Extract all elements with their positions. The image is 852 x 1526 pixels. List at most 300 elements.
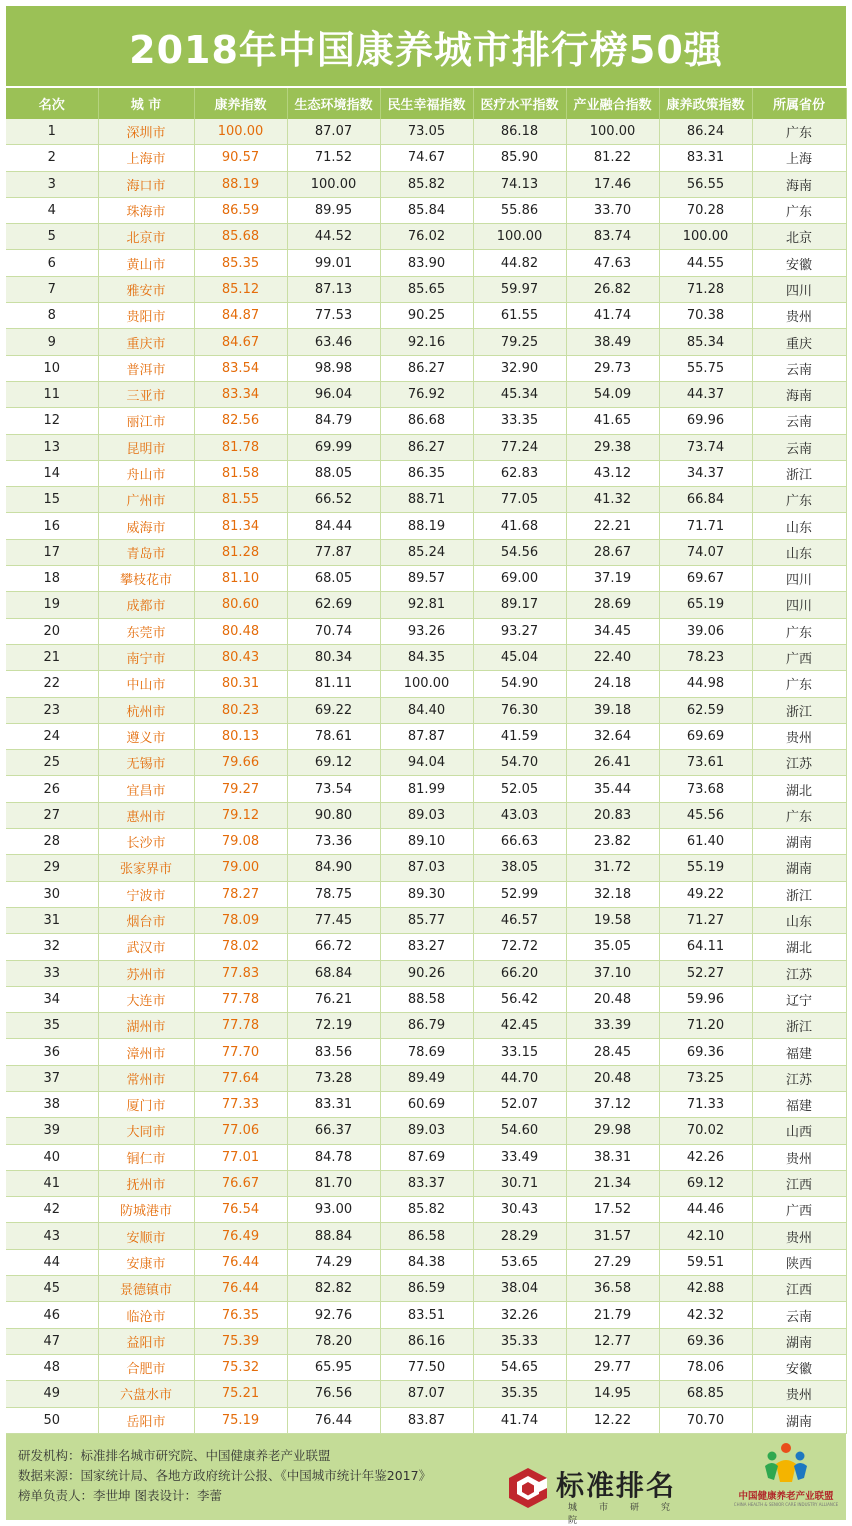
industry-index-cell: 83.74 xyxy=(566,224,659,250)
kangyang-index-cell: 77.06 xyxy=(194,1118,287,1144)
ecology-index-cell: 77.53 xyxy=(287,303,380,329)
kangyang-index-cell: 80.23 xyxy=(194,697,287,723)
table-row xyxy=(6,197,846,223)
policy-index-cell: 100.00 xyxy=(659,224,752,250)
kangyang-index-cell: 81.28 xyxy=(194,539,287,565)
ecology-index-cell: 76.21 xyxy=(287,986,380,1012)
medical-index-cell: 52.05 xyxy=(473,776,566,802)
table-row xyxy=(6,723,846,749)
kangyang-index-cell: 77.70 xyxy=(194,1039,287,1065)
industry-index-cell: 12.22 xyxy=(566,1407,659,1433)
kangyang-index-cell: 88.19 xyxy=(194,171,287,197)
livelihood-index-cell: 89.57 xyxy=(380,566,473,592)
province-cell: 海南 xyxy=(752,171,846,197)
industry-index-cell: 12.77 xyxy=(566,1328,659,1354)
table-row xyxy=(6,513,846,539)
ecology-index-cell: 82.82 xyxy=(287,1276,380,1302)
medical-index-cell: 72.72 xyxy=(473,934,566,960)
rank-cell: 26 xyxy=(6,776,98,802)
policy-index-cell: 68.85 xyxy=(659,1381,752,1407)
kangyang-index-cell: 78.27 xyxy=(194,881,287,907)
medical-index-cell: 35.33 xyxy=(473,1328,566,1354)
kangyang-index-cell: 81.58 xyxy=(194,460,287,486)
ecology-index-cell: 77.87 xyxy=(287,539,380,565)
ecology-index-cell: 98.98 xyxy=(287,355,380,381)
province-cell: 江西 xyxy=(752,1170,846,1196)
rank-cell: 15 xyxy=(6,487,98,513)
table-row xyxy=(6,1407,846,1433)
kangyang-index-cell: 86.59 xyxy=(194,197,287,223)
kangyang-index-cell: 77.78 xyxy=(194,986,287,1012)
industry-index-cell: 35.05 xyxy=(566,934,659,960)
kangyang-index-cell: 79.08 xyxy=(194,829,287,855)
policy-index-cell: 85.34 xyxy=(659,329,752,355)
province-cell: 安徽 xyxy=(752,250,846,276)
medical-index-cell: 54.60 xyxy=(473,1118,566,1144)
province-cell: 山西 xyxy=(752,1118,846,1144)
policy-index-cell: 71.27 xyxy=(659,907,752,933)
kangyang-index-cell: 76.49 xyxy=(194,1223,287,1249)
policy-index-cell: 69.36 xyxy=(659,1328,752,1354)
policy-index-cell: 44.37 xyxy=(659,381,752,407)
livelihood-index-cell: 86.59 xyxy=(380,1276,473,1302)
industry-index-cell: 26.41 xyxy=(566,750,659,776)
province-cell: 福建 xyxy=(752,1039,846,1065)
policy-index-cell: 44.46 xyxy=(659,1197,752,1223)
industry-index-cell: 31.72 xyxy=(566,855,659,881)
policy-index-cell: 55.75 xyxy=(659,355,752,381)
table-row xyxy=(6,1144,846,1170)
medical-index-cell: 33.15 xyxy=(473,1039,566,1065)
medical-index-cell: 35.35 xyxy=(473,1381,566,1407)
kangyang-index-cell: 76.35 xyxy=(194,1302,287,1328)
ecology-index-cell: 74.29 xyxy=(287,1249,380,1275)
ecology-index-cell: 66.52 xyxy=(287,487,380,513)
table-row xyxy=(6,381,846,407)
province-cell: 山东 xyxy=(752,539,846,565)
table-row xyxy=(6,618,846,644)
livelihood-index-cell: 83.37 xyxy=(380,1170,473,1196)
ecology-index-cell: 88.84 xyxy=(287,1223,380,1249)
province-cell: 广东 xyxy=(752,618,846,644)
ecology-index-cell: 83.56 xyxy=(287,1039,380,1065)
city-cell: 遵义市 xyxy=(98,723,194,749)
table-row xyxy=(6,145,846,171)
city-cell: 武汉市 xyxy=(98,934,194,960)
table-row xyxy=(6,434,846,460)
ecology-index-cell: 65.95 xyxy=(287,1354,380,1380)
policy-index-cell: 42.88 xyxy=(659,1276,752,1302)
livelihood-index-cell: 92.16 xyxy=(380,329,473,355)
ecology-index-cell: 83.31 xyxy=(287,1091,380,1117)
rank-cell: 28 xyxy=(6,829,98,855)
industry-index-cell: 33.70 xyxy=(566,197,659,223)
province-cell: 湖南 xyxy=(752,1407,846,1433)
policy-index-cell: 66.84 xyxy=(659,487,752,513)
province-cell: 广西 xyxy=(752,1197,846,1223)
rank-cell: 7 xyxy=(6,276,98,302)
city-cell: 雅安市 xyxy=(98,276,194,302)
kangyang-index-cell: 77.33 xyxy=(194,1091,287,1117)
rank-cell: 16 xyxy=(6,513,98,539)
rank-cell: 34 xyxy=(6,986,98,1012)
province-cell: 云南 xyxy=(752,434,846,460)
medical-index-cell: 38.04 xyxy=(473,1276,566,1302)
kangyang-index-cell: 80.48 xyxy=(194,618,287,644)
rank-cell: 32 xyxy=(6,934,98,960)
province-cell: 云南 xyxy=(752,355,846,381)
city-cell: 临沧市 xyxy=(98,1302,194,1328)
ecology-index-cell: 84.79 xyxy=(287,408,380,434)
livelihood-index-cell: 85.65 xyxy=(380,276,473,302)
city-cell: 安康市 xyxy=(98,1249,194,1275)
livelihood-index-cell: 85.77 xyxy=(380,907,473,933)
city-cell: 岳阳市 xyxy=(98,1407,194,1433)
kangyang-index-cell: 76.54 xyxy=(194,1197,287,1223)
livelihood-index-cell: 85.82 xyxy=(380,1197,473,1223)
livelihood-index-cell: 83.87 xyxy=(380,1407,473,1433)
kangyang-index-cell: 79.27 xyxy=(194,776,287,802)
medical-index-cell: 93.27 xyxy=(473,618,566,644)
medical-index-cell: 44.70 xyxy=(473,1065,566,1091)
province-cell: 浙江 xyxy=(752,1013,846,1039)
ecology-index-cell: 69.12 xyxy=(287,750,380,776)
industry-index-cell: 21.34 xyxy=(566,1170,659,1196)
industry-index-cell: 22.40 xyxy=(566,644,659,670)
rank-cell: 18 xyxy=(6,566,98,592)
logo-title: 标准排名 xyxy=(556,1469,677,1502)
kangyang-index-cell: 79.00 xyxy=(194,855,287,881)
industry-index-cell: 54.09 xyxy=(566,381,659,407)
rank-cell: 13 xyxy=(6,434,98,460)
industry-index-cell: 47.63 xyxy=(566,250,659,276)
city-cell: 防城港市 xyxy=(98,1197,194,1223)
city-cell: 张家界市 xyxy=(98,855,194,881)
table-row xyxy=(6,1065,846,1091)
medical-index-cell: 30.71 xyxy=(473,1170,566,1196)
province-cell: 四川 xyxy=(752,566,846,592)
city-cell: 上海市 xyxy=(98,145,194,171)
table-row xyxy=(6,119,846,145)
footer-credits xyxy=(18,1446,431,1506)
ecology-index-cell: 87.07 xyxy=(287,119,380,145)
medical-index-cell: 44.82 xyxy=(473,250,566,276)
livelihood-index-cell: 100.00 xyxy=(380,671,473,697)
medical-index-cell: 45.34 xyxy=(473,381,566,407)
rank-cell: 35 xyxy=(6,1013,98,1039)
livelihood-index-cell: 84.40 xyxy=(380,697,473,723)
livelihood-index-cell: 87.69 xyxy=(380,1144,473,1170)
ecology-index-cell: 100.00 xyxy=(287,171,380,197)
rank-cell: 14 xyxy=(6,460,98,486)
industry-index-cell: 41.32 xyxy=(566,487,659,513)
industry-index-cell: 37.19 xyxy=(566,566,659,592)
logo-subtitle: 城市研究院 xyxy=(568,1503,693,1526)
kangyang-index-cell: 85.35 xyxy=(194,250,287,276)
medical-index-cell: 77.24 xyxy=(473,434,566,460)
policy-index-cell: 86.24 xyxy=(659,119,752,145)
industry-index-cell: 33.39 xyxy=(566,1013,659,1039)
table-row xyxy=(6,1302,846,1328)
province-cell: 山东 xyxy=(752,907,846,933)
rank-cell: 11 xyxy=(6,381,98,407)
ecology-index-cell: 78.61 xyxy=(287,723,380,749)
medical-index-cell: 69.00 xyxy=(473,566,566,592)
industry-index-cell: 23.82 xyxy=(566,829,659,855)
province-cell: 北京 xyxy=(752,224,846,250)
medical-index-cell: 53.65 xyxy=(473,1249,566,1275)
kangyang-index-cell: 84.67 xyxy=(194,329,287,355)
province-cell: 广东 xyxy=(752,487,846,513)
rank-cell: 30 xyxy=(6,881,98,907)
ecology-index-cell: 81.11 xyxy=(287,671,380,697)
ecology-index-cell: 90.80 xyxy=(287,802,380,828)
province-cell: 广东 xyxy=(752,119,846,145)
kangyang-index-cell: 80.31 xyxy=(194,671,287,697)
livelihood-index-cell: 88.19 xyxy=(380,513,473,539)
ecology-index-cell: 89.95 xyxy=(287,197,380,223)
rank-cell: 8 xyxy=(6,303,98,329)
table-row xyxy=(6,1381,846,1407)
alliance-name: 中国健康养老产业联盟 xyxy=(738,1491,834,1502)
table-row xyxy=(6,408,846,434)
livelihood-index-cell: 85.24 xyxy=(380,539,473,565)
city-cell: 舟山市 xyxy=(98,460,194,486)
policy-index-cell: 69.36 xyxy=(659,1039,752,1065)
rank-cell: 10 xyxy=(6,355,98,381)
kangyang-index-cell: 77.01 xyxy=(194,1144,287,1170)
table-row xyxy=(6,460,846,486)
alliance-logo xyxy=(730,1442,842,1514)
livelihood-index-cell: 88.71 xyxy=(380,487,473,513)
medical-index-cell: 46.57 xyxy=(473,907,566,933)
header-medical-index: 医疗水平指数 xyxy=(473,88,566,119)
ecology-index-cell: 73.36 xyxy=(287,829,380,855)
industry-index-cell: 38.49 xyxy=(566,329,659,355)
city-cell: 安顺市 xyxy=(98,1223,194,1249)
province-cell: 福建 xyxy=(752,1091,846,1117)
table-row xyxy=(6,171,846,197)
industry-index-cell: 26.82 xyxy=(566,276,659,302)
ranking-table xyxy=(6,88,847,1434)
table-row xyxy=(6,1197,846,1223)
ecology-index-cell: 73.54 xyxy=(287,776,380,802)
ecology-index-cell: 44.52 xyxy=(287,224,380,250)
medical-index-cell: 66.20 xyxy=(473,960,566,986)
province-cell: 浙江 xyxy=(752,460,846,486)
medical-index-cell: 41.74 xyxy=(473,1407,566,1433)
medical-index-cell: 100.00 xyxy=(473,224,566,250)
rank-cell: 6 xyxy=(6,250,98,276)
kangyang-index-cell: 84.87 xyxy=(194,303,287,329)
header-rank: 名次 xyxy=(6,88,98,119)
city-cell: 湖州市 xyxy=(98,1013,194,1039)
province-cell: 浙江 xyxy=(752,697,846,723)
province-cell: 广东 xyxy=(752,802,846,828)
industry-index-cell: 29.73 xyxy=(566,355,659,381)
medical-index-cell: 52.07 xyxy=(473,1091,566,1117)
livelihood-index-cell: 86.35 xyxy=(380,460,473,486)
city-cell: 重庆市 xyxy=(98,329,194,355)
livelihood-index-cell: 88.58 xyxy=(380,986,473,1012)
livelihood-index-cell: 86.79 xyxy=(380,1013,473,1039)
industry-index-cell: 31.57 xyxy=(566,1223,659,1249)
province-cell: 重庆 xyxy=(752,329,846,355)
city-cell: 青岛市 xyxy=(98,539,194,565)
industry-index-cell: 35.44 xyxy=(566,776,659,802)
industry-index-cell: 17.46 xyxy=(566,171,659,197)
header-industry-index: 产业融合指数 xyxy=(566,88,659,119)
province-cell: 广西 xyxy=(752,644,846,670)
rank-cell: 49 xyxy=(6,1381,98,1407)
industry-index-cell: 29.98 xyxy=(566,1118,659,1144)
kangyang-index-cell: 76.44 xyxy=(194,1276,287,1302)
rank-cell: 46 xyxy=(6,1302,98,1328)
medical-index-cell: 66.63 xyxy=(473,829,566,855)
kangyang-index-cell: 75.21 xyxy=(194,1381,287,1407)
kangyang-index-cell: 100.00 xyxy=(194,119,287,145)
medical-index-cell: 86.18 xyxy=(473,119,566,145)
table-row xyxy=(6,1223,846,1249)
rank-cell: 24 xyxy=(6,723,98,749)
header-livelihood-index: 民生幸福指数 xyxy=(380,88,473,119)
table-row xyxy=(6,881,846,907)
footer-org: 研发机构：标准排名城市研究院、中国健康养老产业联盟 xyxy=(18,1448,331,1463)
rank-cell: 4 xyxy=(6,197,98,223)
industry-index-cell: 81.22 xyxy=(566,145,659,171)
table-row xyxy=(6,1039,846,1065)
policy-index-cell: 71.28 xyxy=(659,276,752,302)
rank-cell: 29 xyxy=(6,855,98,881)
rank-cell: 40 xyxy=(6,1144,98,1170)
livelihood-index-cell: 76.92 xyxy=(380,381,473,407)
livelihood-index-cell: 73.05 xyxy=(380,119,473,145)
table-row xyxy=(6,250,846,276)
kangyang-index-cell: 76.44 xyxy=(194,1249,287,1275)
rank-cell: 42 xyxy=(6,1197,98,1223)
city-cell: 成都市 xyxy=(98,592,194,618)
medical-index-cell: 28.29 xyxy=(473,1223,566,1249)
ecology-index-cell: 77.45 xyxy=(287,907,380,933)
province-cell: 山东 xyxy=(752,513,846,539)
medical-index-cell: 77.05 xyxy=(473,487,566,513)
industry-index-cell: 36.58 xyxy=(566,1276,659,1302)
policy-index-cell: 45.56 xyxy=(659,802,752,828)
medical-index-cell: 76.30 xyxy=(473,697,566,723)
header-kangyang-index: 康养指数 xyxy=(194,88,287,119)
policy-index-cell: 69.96 xyxy=(659,408,752,434)
medical-index-cell: 85.90 xyxy=(473,145,566,171)
rank-cell: 31 xyxy=(6,907,98,933)
kangyang-index-cell: 81.78 xyxy=(194,434,287,460)
kangyang-index-cell: 80.43 xyxy=(194,644,287,670)
rank-cell: 19 xyxy=(6,592,98,618)
livelihood-index-cell: 84.38 xyxy=(380,1249,473,1275)
livelihood-index-cell: 89.10 xyxy=(380,829,473,855)
industry-index-cell: 28.45 xyxy=(566,1039,659,1065)
ecology-index-cell: 84.44 xyxy=(287,513,380,539)
policy-index-cell: 78.06 xyxy=(659,1354,752,1380)
policy-index-cell: 34.37 xyxy=(659,460,752,486)
ecology-index-cell: 80.34 xyxy=(287,644,380,670)
medical-index-cell: 43.03 xyxy=(473,802,566,828)
city-cell: 厦门市 xyxy=(98,1091,194,1117)
city-cell: 广州市 xyxy=(98,487,194,513)
industry-index-cell: 100.00 xyxy=(566,119,659,145)
table-row xyxy=(6,224,846,250)
footer-staff: 榜单负责人：李世坤 图表设计：李蕾 xyxy=(18,1488,222,1503)
rank-cell: 44 xyxy=(6,1249,98,1275)
policy-index-cell: 83.31 xyxy=(659,145,752,171)
industry-index-cell: 43.12 xyxy=(566,460,659,486)
rank-cell: 2 xyxy=(6,145,98,171)
table-row xyxy=(6,1328,846,1354)
policy-index-cell: 71.33 xyxy=(659,1091,752,1117)
city-cell: 深圳市 xyxy=(98,119,194,145)
table-row xyxy=(6,303,846,329)
rank-cell: 12 xyxy=(6,408,98,434)
kangyang-index-cell: 78.09 xyxy=(194,907,287,933)
rank-cell: 27 xyxy=(6,802,98,828)
table-row xyxy=(6,986,846,1012)
ecology-index-cell: 84.78 xyxy=(287,1144,380,1170)
rank-cell: 20 xyxy=(6,618,98,644)
industry-index-cell: 28.69 xyxy=(566,592,659,618)
province-cell: 陕西 xyxy=(752,1249,846,1275)
table-row xyxy=(6,802,846,828)
city-cell: 中山市 xyxy=(98,671,194,697)
footer xyxy=(6,1434,846,1526)
policy-index-cell: 39.06 xyxy=(659,618,752,644)
industry-index-cell: 32.18 xyxy=(566,881,659,907)
table-row xyxy=(6,960,846,986)
city-cell: 常州市 xyxy=(98,1065,194,1091)
table-row xyxy=(6,644,846,670)
table-row xyxy=(6,829,846,855)
policy-index-cell: 78.23 xyxy=(659,644,752,670)
city-cell: 普洱市 xyxy=(98,355,194,381)
policy-index-cell: 61.40 xyxy=(659,829,752,855)
medical-index-cell: 89.17 xyxy=(473,592,566,618)
industry-index-cell: 34.45 xyxy=(566,618,659,644)
kangyang-index-cell: 83.34 xyxy=(194,381,287,407)
livelihood-index-cell: 90.26 xyxy=(380,960,473,986)
city-cell: 威海市 xyxy=(98,513,194,539)
city-cell: 漳州市 xyxy=(98,1039,194,1065)
policy-index-cell: 42.10 xyxy=(659,1223,752,1249)
medical-index-cell: 55.86 xyxy=(473,197,566,223)
city-cell: 长沙市 xyxy=(98,829,194,855)
industry-index-cell: 20.48 xyxy=(566,1065,659,1091)
livelihood-index-cell: 86.68 xyxy=(380,408,473,434)
table-row xyxy=(6,487,846,513)
table-body xyxy=(6,119,846,1433)
city-cell: 南宁市 xyxy=(98,644,194,670)
industry-index-cell: 28.67 xyxy=(566,539,659,565)
kangyang-index-cell: 80.13 xyxy=(194,723,287,749)
medical-index-cell: 62.83 xyxy=(473,460,566,486)
province-cell: 云南 xyxy=(752,1302,846,1328)
policy-index-cell: 64.11 xyxy=(659,934,752,960)
livelihood-index-cell: 87.03 xyxy=(380,855,473,881)
header-policy-index: 康养政策指数 xyxy=(659,88,752,119)
table-row xyxy=(6,934,846,960)
city-cell: 东莞市 xyxy=(98,618,194,644)
medical-index-cell: 54.70 xyxy=(473,750,566,776)
policy-index-cell: 59.96 xyxy=(659,986,752,1012)
ecology-index-cell: 88.05 xyxy=(287,460,380,486)
industry-index-cell: 41.74 xyxy=(566,303,659,329)
